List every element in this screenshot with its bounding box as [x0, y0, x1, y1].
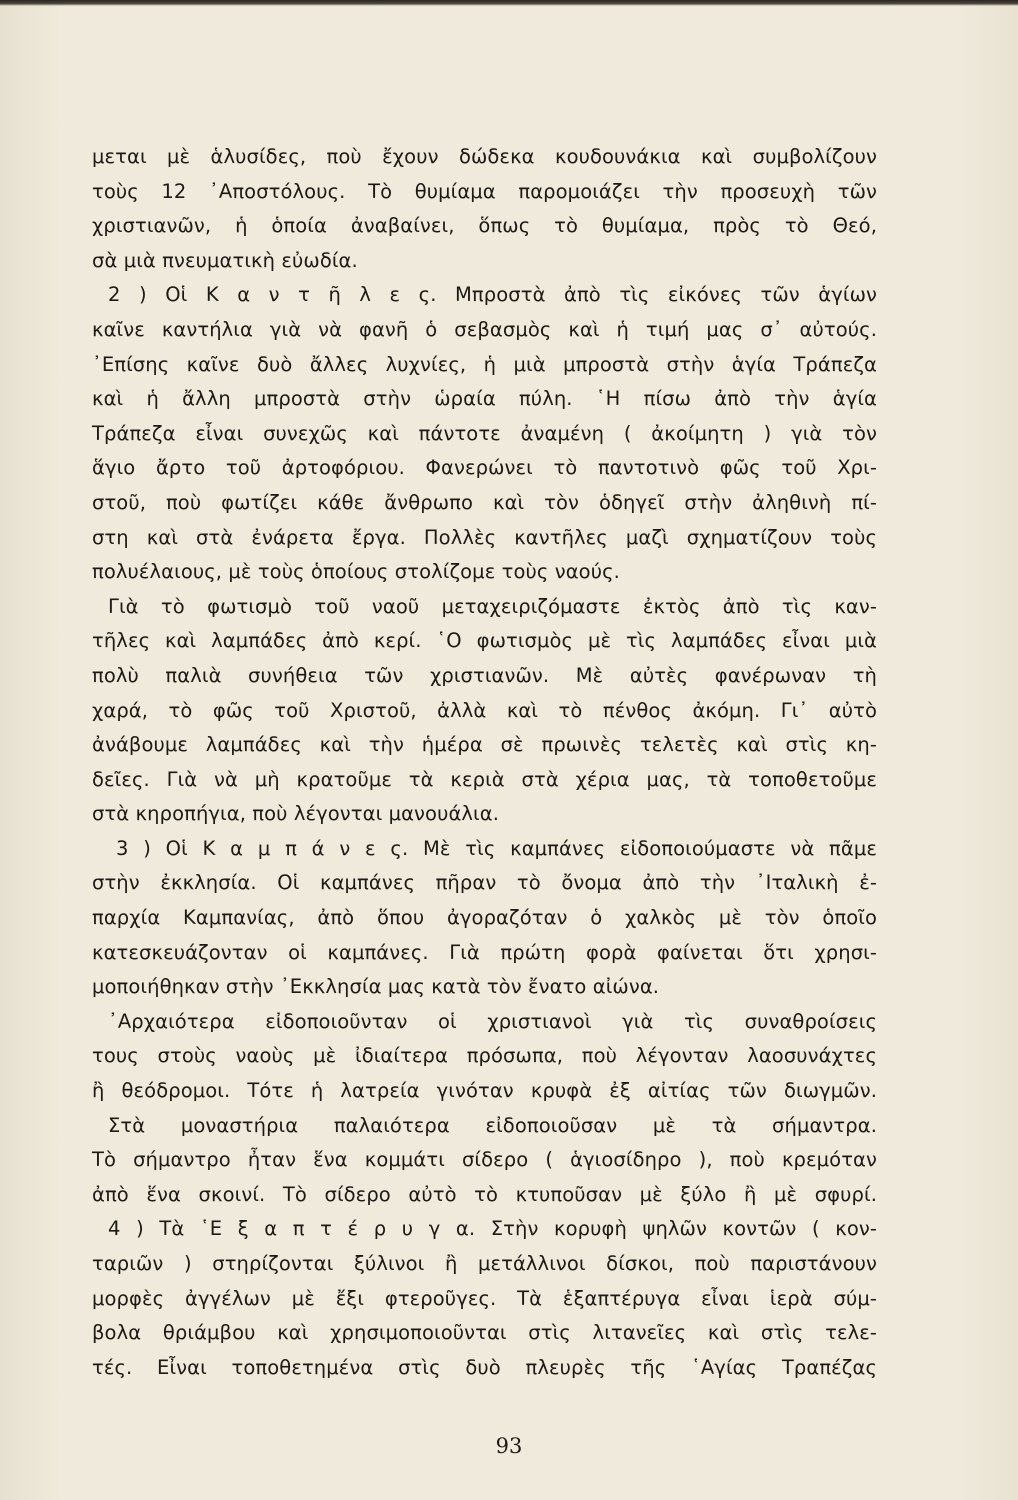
text-line: ᾿Επίσης καῖνε δυὸ ἄλλες λυχνίες, ἡ μιὰ μπροστὰ στὴν ἁγία Τράπεζα	[92, 352, 877, 376]
text-line: Τράπεζα εἶναι συνεχῶς καὶ πάντοτε ἀναμένη ( ἀκοίμητη ) γιὰ τὸν	[92, 421, 877, 445]
text-line: στοῦ, ποὺ φωτίζει κάθε ἄνθρωπο καὶ τὸν ὁδηγεῖ στὴν ἀληθινὴ πί-	[92, 490, 877, 514]
text-line: ἀπὸ ἕνα σκοινί. Τὸ σίδερο αὐτὸ τὸ κτυποῦσαν μὲ ξύλο ἢ μὲ σφυρί.	[92, 1182, 877, 1206]
text-line: τῆλες καὶ λαμπάδες ἀπὸ κερί. ῾Ο φωτισμὸς μὲ τὶς λαμπάδες εἶναι μιὰ	[92, 629, 877, 653]
text-line: μορφὲς ἀγγέλων μὲ ἔξι φτεροῦγες. Τὰ ἑξαπτέρυγα εἶναι ἱερὰ σύμ-	[92, 1286, 877, 1310]
text-line: τους στοὺς ναοὺς μὲ ἰδιαίτερα πρόσωπα, ποὺ λέγονταν λαοσυνάχτες	[92, 1044, 877, 1068]
text-line: βολα θριάμβου καὶ χρησιμοποιοῦνται στὶς λιτανεῖες καὶ στὶς τελε-	[92, 1321, 877, 1345]
text-line: τοὺς 12 ᾿Αποστόλους. Τὸ θυμίαμα παρομοιάζει τὴν προσευχὴ τῶν	[92, 179, 877, 203]
text-line: στη καὶ στὰ ἐνάρετα ἔργα. Πολλὲς καντῆλες μαζὶ σχηματίζουν τοὺς	[92, 525, 877, 549]
page-number: 93	[495, 1434, 523, 1458]
text-line: μεται μὲ ἁλυσίδες, ποὺ ἔχουν δώδεκα κουδουνάκια καὶ συμβολίζουν	[92, 145, 877, 168]
text-line: πολυέλαιους, μὲ τοὺς ὁποίους στολίζομε τοὺς ναούς.	[92, 560, 620, 584]
text-line: τές. Εἶναι τοποθετημένα στὶς δυὸ πλευρὲς τῆς ῾Αγίας Τραπέζας	[92, 1355, 877, 1379]
paragraph-start-line: Στὰ μοναστήρια παλαιότερα εἰδοποιοῦσαν μὲ τὰ σήμαντρα.	[108, 1113, 877, 1137]
paragraph-start-line: ᾿Αρχαιότερα εἰδοποιοῦνταν οἱ χριστιανοὶ γιὰ τὶς συναθροίσεις	[108, 1009, 877, 1033]
text-line: καὶ ἡ ἄλλη μπροστὰ στὴν ὡραία πύλη. ῾Η πίσω ἀπὸ τὴν ἁγία	[92, 387, 877, 411]
text-line: πολὺ παλιὰ συνήθεια τῶν χριστιανῶν. Μὲ αὐτὲς φανέρωναν τὴ	[92, 663, 877, 687]
text-line: ταριῶν ) στηρίζονται ξύλινοι ἢ μετάλλινοι δίσκοι, ποὺ παριστάνουν	[92, 1252, 877, 1275]
section-heading-line: 4 ) Τὰ ῾Ε ξ α π τ έ ρ υ γ α. Στὴν κορυφὴ ψηλῶν κοντῶν ( κον-	[108, 1217, 877, 1241]
text-line: Τὸ σήμαντρο ἦταν ἕνα κομμάτι σίδερο ( ἁγιοσίδηρο ), ποὺ κρεμόταν	[92, 1148, 877, 1172]
text-line: ἢ θεόδρομοι. Τότε ἡ λατρεία γινόταν κρυφὰ ἐξ αἰτίας τῶν διωγμῶν.	[92, 1079, 877, 1103]
text-line: σὰ μιὰ πνευματικὴ εὐωδία.	[92, 248, 358, 272]
text-line: στὴν ἐκκλησία. Οἱ καμπάνες πῆραν τὸ ὄνομα ἀπὸ τὴν ᾿Ιταλικὴ ἐ-	[92, 871, 877, 895]
text-line: παρχία Καμπανίας, ἀπὸ ὅπου ἀγοραζόταν ὁ χαλκὸς μὲ τὸν ὁποῖο	[92, 906, 877, 930]
page-top-edge	[0, 0, 1018, 6]
text-line: χαρά, τὸ φῶς τοῦ Χριστοῦ, ἀλλὰ καὶ τὸ πένθος ἀκόμη. Γι᾿ αὐτὸ	[92, 698, 877, 722]
text-line: ἀνάβουμε λαμπάδες καὶ τὴν ἡμέρα σὲ πρωινὲς τελετὲς καὶ στὶς κη-	[92, 733, 877, 757]
section-heading-line: 3 ) Οἱ Κ α μ π ά ν ε ς. Μὲ τὶς καμπάνες εἰδοποιούμαστε νὰ πᾶμε	[116, 836, 877, 860]
text-line: δεῖες. Γιὰ νὰ μὴ κρατοῦμε τὰ κεριὰ στὰ χέρια μας, τὰ τοποθετοῦμε	[92, 767, 877, 791]
text-line: χριστιανῶν, ἡ ὁποία ἀναβαίνει, ὅπως τὸ θυμίαμα, πρὸς τὸ Θεό,	[92, 214, 877, 238]
text-line: ἅγιο ἄρτο τοῦ ἀρτοφόριου. Φανερώνει τὸ παντοτινὸ φῶς τοῦ Χρι-	[92, 456, 877, 480]
text-line: στὰ κηροπήγια, ποὺ λέγονται μανουάλια.	[92, 802, 499, 826]
text-line: καῖνε καντήλια γιὰ νὰ φανῆ ὁ σεβασμὸς καὶ ἡ τιμή μας σ᾿ αὐτούς.	[92, 317, 877, 341]
paragraph-start-line: Γιὰ τὸ φωτισμὸ τοῦ ναοῦ μεταχειριζόμαστε ἐκτὸς ἀπὸ τὶς καν-	[108, 594, 877, 618]
body-text	[92, 140, 877, 1385]
text-line: μοποιήθηκαν στὴν ᾿Εκκλησία μας κατὰ τὸν ἔνατο αἰώνα.	[92, 975, 660, 999]
section-heading-line: 2 ) Οἱ Κ α ν τ ῆ λ ε ς. Μπροστὰ ἀπὸ τὶς εἰκόνες τῶν ἁγίων	[108, 283, 877, 307]
text-line: κατεσκευάζονταν οἱ καμπάνες. Γιὰ πρώτη φορὰ φαίνεται ὅτι χρησι-	[92, 940, 877, 964]
